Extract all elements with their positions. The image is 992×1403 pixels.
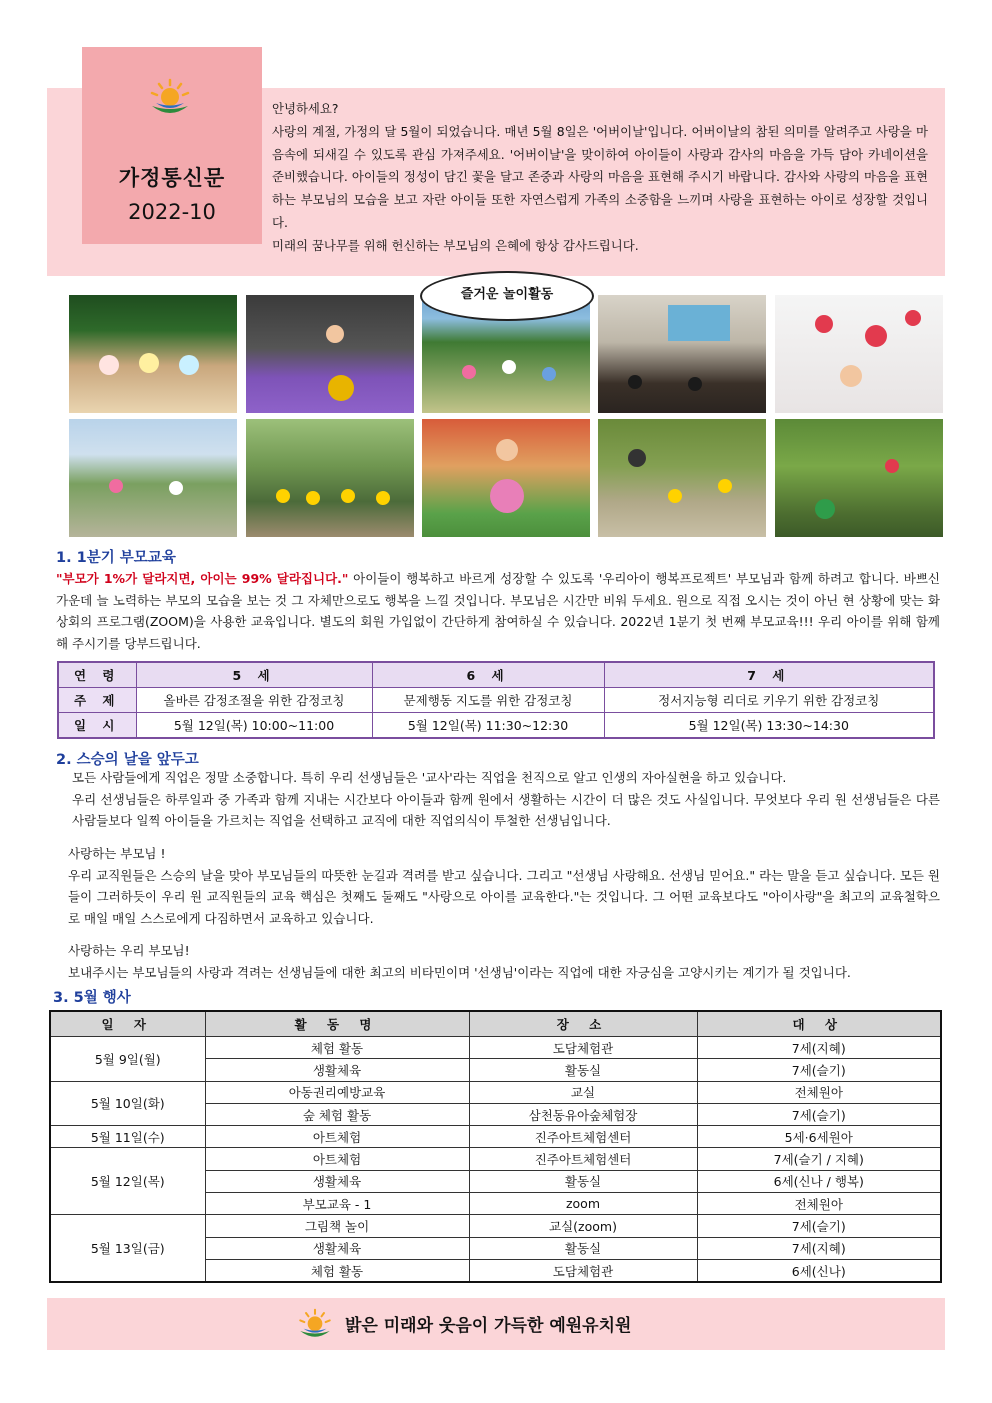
table-cell: 7세(지혜) xyxy=(697,1037,941,1059)
table-cell: 부모교육 - 1 xyxy=(205,1193,469,1215)
table-cell: 전체원아 xyxy=(697,1193,941,1215)
parent-education-table xyxy=(57,661,935,739)
table-header: 7 세 xyxy=(604,662,934,688)
activity-bubble: 즐거운 놀이활동 xyxy=(420,271,594,321)
table-cell: 생활체육 xyxy=(205,1170,469,1192)
section2-line: 우리 선생님들은 하루일과 중 가족과 함께 지내는 시간보다 아이들과 함께 원에서 생활하는 시간이 더 많은 것도 사실입니다. 무엇보다 우리 원 선생님들은 다른 사람들보다 일찍 아이들을 가르치는 직업을 선택하고 교직에 대한 직업의식이 투철한 선생님입니다. xyxy=(72,791,940,828)
table-cell: 5세·6세원아 xyxy=(697,1126,941,1148)
table-cell: 활동실 xyxy=(469,1170,697,1192)
table-cell: 7세(슬기) xyxy=(697,1215,941,1237)
event-date: 5월 12일(목) xyxy=(50,1148,205,1215)
table-cell: 아동권리예방교육 xyxy=(205,1081,469,1103)
section3-title: 3. 5월 행사 xyxy=(53,990,131,1006)
table-cell: 7세(슬기) xyxy=(697,1059,941,1081)
table-header: 장 소 xyxy=(469,1011,697,1037)
table-cell: 진주아트체험센터 xyxy=(469,1126,697,1148)
section2-subhead: 사랑하는 우리 부모님! xyxy=(68,943,190,958)
table-cell: 정서지능형 리더로 키우기 위한 감정코칭 xyxy=(604,688,934,713)
activity-photo xyxy=(598,419,766,537)
table-cell: 전체원아 xyxy=(697,1081,941,1103)
newsletter-issue: 2022-10 xyxy=(128,200,216,224)
table-cell: 7세(지혜) xyxy=(697,1237,941,1259)
table-cell: 도담체험관 xyxy=(469,1037,697,1059)
section2-body: 우리 교직원들은 스승의 날을 맞아 부모님들의 따뜻한 눈길과 격려를 받고 싶습니다. 그리고 "선생님 사랑해요. 선생님 믿어요." 라는 말을 듣고 싶습니다. 모든 원들이 그러하듯이 우리 원 교직원들의 교육 핵심은 첫째도 둘째도 "사랑으로 아이를 교육한다."는 것입니다. 그 어떤 교육보다도 "아이사랑"을 최고의 교육철학으로 매일 매일 스스로에게 다짐하면서 교육하고 있습니다. xyxy=(68,867,940,926)
activity-photo xyxy=(422,419,590,537)
table-row xyxy=(58,688,934,713)
table-cell: 5월 12일(목) 10:00~11:00 xyxy=(136,713,372,739)
section2-body: 보내주시는 부모님들의 사랑과 격려는 선생님들에 대한 최고의 비타민이며 '선생님'이라는 직업에 대한 자긍심을 고양시키는 계기가 될 것입니다. xyxy=(68,964,851,980)
event-date: 5월 11일(수) xyxy=(50,1126,205,1148)
table-cell: 주 제 xyxy=(58,688,136,713)
may-events-table xyxy=(49,1010,942,1283)
event-date: 5월 13일(금) xyxy=(50,1215,205,1282)
table-cell: 활동실 xyxy=(469,1237,697,1259)
section2-subhead: 사랑하는 부모님 ! xyxy=(68,846,166,861)
table-cell: 아트체험 xyxy=(205,1148,469,1170)
table-cell: 삼천동유아숲체험장 xyxy=(469,1103,697,1125)
table-header: 일 자 xyxy=(50,1011,205,1037)
table-header: 연 령 xyxy=(58,662,136,688)
table-cell: 생활체육 xyxy=(205,1237,469,1259)
table-row xyxy=(50,1037,941,1059)
kindergarten-logo-icon xyxy=(148,78,192,118)
table-cell: 체험 활동 xyxy=(205,1259,469,1282)
section1-quote: "부모가 1%가 달라지면, 아이는 99% 달라집니다." xyxy=(56,571,349,586)
table-cell: 6세(신나 / 행복) xyxy=(697,1170,941,1192)
table-cell: zoom xyxy=(469,1193,697,1215)
greeting-text xyxy=(272,98,928,258)
table-cell: 아트체험 xyxy=(205,1126,469,1148)
table-cell: 활동실 xyxy=(469,1059,697,1081)
table-cell: 교실(zoom) xyxy=(469,1215,697,1237)
greeting-line: 사랑의 계절, 가정의 달 5월이 되었습니다. 매년 5월 8일은 '어버이날'입니다. 어버이날의 참된 의미를 알려주고 사랑을 마음속에 되새길 수 있도록 관심 가져주세요. '어버이날'을 맞이하여 아이들이 사랑과 감사의 마음을 가득 담아 카네이션을 준비했습니다. 아이들의 정성이 담긴 꽃을 달고 존중과 사랑의 마음을 표현해 주시기 바랍니다. 감사와 사랑의 마음을 표현하는 부모님의 모습을 보고 자란 아이들 또한 자연스럽게 가족의 소중함을 느끼며 사랑을 표현하는 아이로 성장할 것입니다. xyxy=(272,123,928,230)
table-cell: 그림책 놀이 xyxy=(205,1215,469,1237)
table-cell: 생활체육 xyxy=(205,1059,469,1081)
table-row xyxy=(58,713,934,739)
event-date: 5월 10일(화) xyxy=(50,1081,205,1126)
table-header: 6 세 xyxy=(372,662,604,688)
activity-photo xyxy=(775,419,943,537)
section2-paragraph xyxy=(72,767,940,832)
table-cell: 일 시 xyxy=(58,713,136,739)
table-header: 대 상 xyxy=(697,1011,941,1037)
newsletter-title: 가정통신문 xyxy=(118,166,226,190)
table-cell: 체험 활동 xyxy=(205,1037,469,1059)
table-row xyxy=(50,1215,941,1237)
table-cell: 진주아트체험센터 xyxy=(469,1148,697,1170)
section2-paragraph xyxy=(68,940,940,983)
table-cell: 5월 12일(목) 11:30~12:30 xyxy=(372,713,604,739)
section1-body: 아이들이 행복하고 바르게 성장할 수 있도록 '우리아이 행복프로젝트' 부모님과 함께 하려고 합니다. 바쁘신 가운데 늘 노력하는 부모의 모습을 보는 것 그 자체만으로도 행복을 느낄 것입니다. 부모님은 시간만 비워 두세요. 원으로 직접 오시는 것이 아닌 현 상황에 맞는 화상회의 프로그램(ZOOM)을 사용한 교육입니다. 별도의 회원 가입없이 간단하게 참여하실 수 있습니다. 2022년 1분기 첫 번째 부모교육!!! 우리 아이를 위해 함께 해 주시기를 당부드립니다. xyxy=(56,571,941,651)
table-row xyxy=(50,1148,941,1170)
section2-paragraph xyxy=(68,843,940,929)
activity-photo xyxy=(69,295,237,413)
table-cell: 7세(슬기 / 지혜) xyxy=(697,1148,941,1170)
table-cell: 도담체험관 xyxy=(469,1259,697,1282)
section1-title: 1. 1분기 부모교육 xyxy=(56,550,176,566)
event-date: 5월 9일(월) xyxy=(50,1037,205,1082)
greeting-line: 미래의 꿈나무를 위해 헌신하는 부모님의 은혜에 항상 감사드립니다. xyxy=(272,237,639,253)
activity-photo xyxy=(246,419,414,537)
activity-photo xyxy=(69,419,237,537)
table-row xyxy=(50,1081,941,1103)
table-cell: 교실 xyxy=(469,1081,697,1103)
kindergarten-logo-icon xyxy=(297,1308,333,1341)
table-cell: 올바른 감정조절을 위한 감정코칭 xyxy=(136,688,372,713)
activity-photo xyxy=(246,295,414,413)
activity-photo xyxy=(775,295,943,413)
greeting-line: 안녕하세요? xyxy=(272,101,339,116)
footer-slogan: 밝은 미래와 웃음이 가득한 예원유치원 xyxy=(345,1316,632,1336)
table-row xyxy=(50,1126,941,1148)
table-cell: 숲 체험 활동 xyxy=(205,1103,469,1125)
table-header: 5 세 xyxy=(136,662,372,688)
table-cell: 문제행동 지도를 위한 감정코칭 xyxy=(372,688,604,713)
section2-title: 2. 스승의 날을 앞두고 xyxy=(56,752,199,768)
table-cell: 6세(신나) xyxy=(697,1259,941,1282)
section1-text xyxy=(56,568,940,654)
activity-photo xyxy=(598,295,766,413)
table-cell: 7세(슬기) xyxy=(697,1103,941,1125)
table-header: 활 동 명 xyxy=(205,1011,469,1037)
section2-line: 모든 사람들에게 직업은 정말 소중합니다. 특히 우리 선생님들은 '교사'라는 직업을 천직으로 알고 인생의 자아실현을 하고 있습니다. xyxy=(72,770,787,785)
table-cell: 5월 12일(목) 13:30~14:30 xyxy=(604,713,934,739)
